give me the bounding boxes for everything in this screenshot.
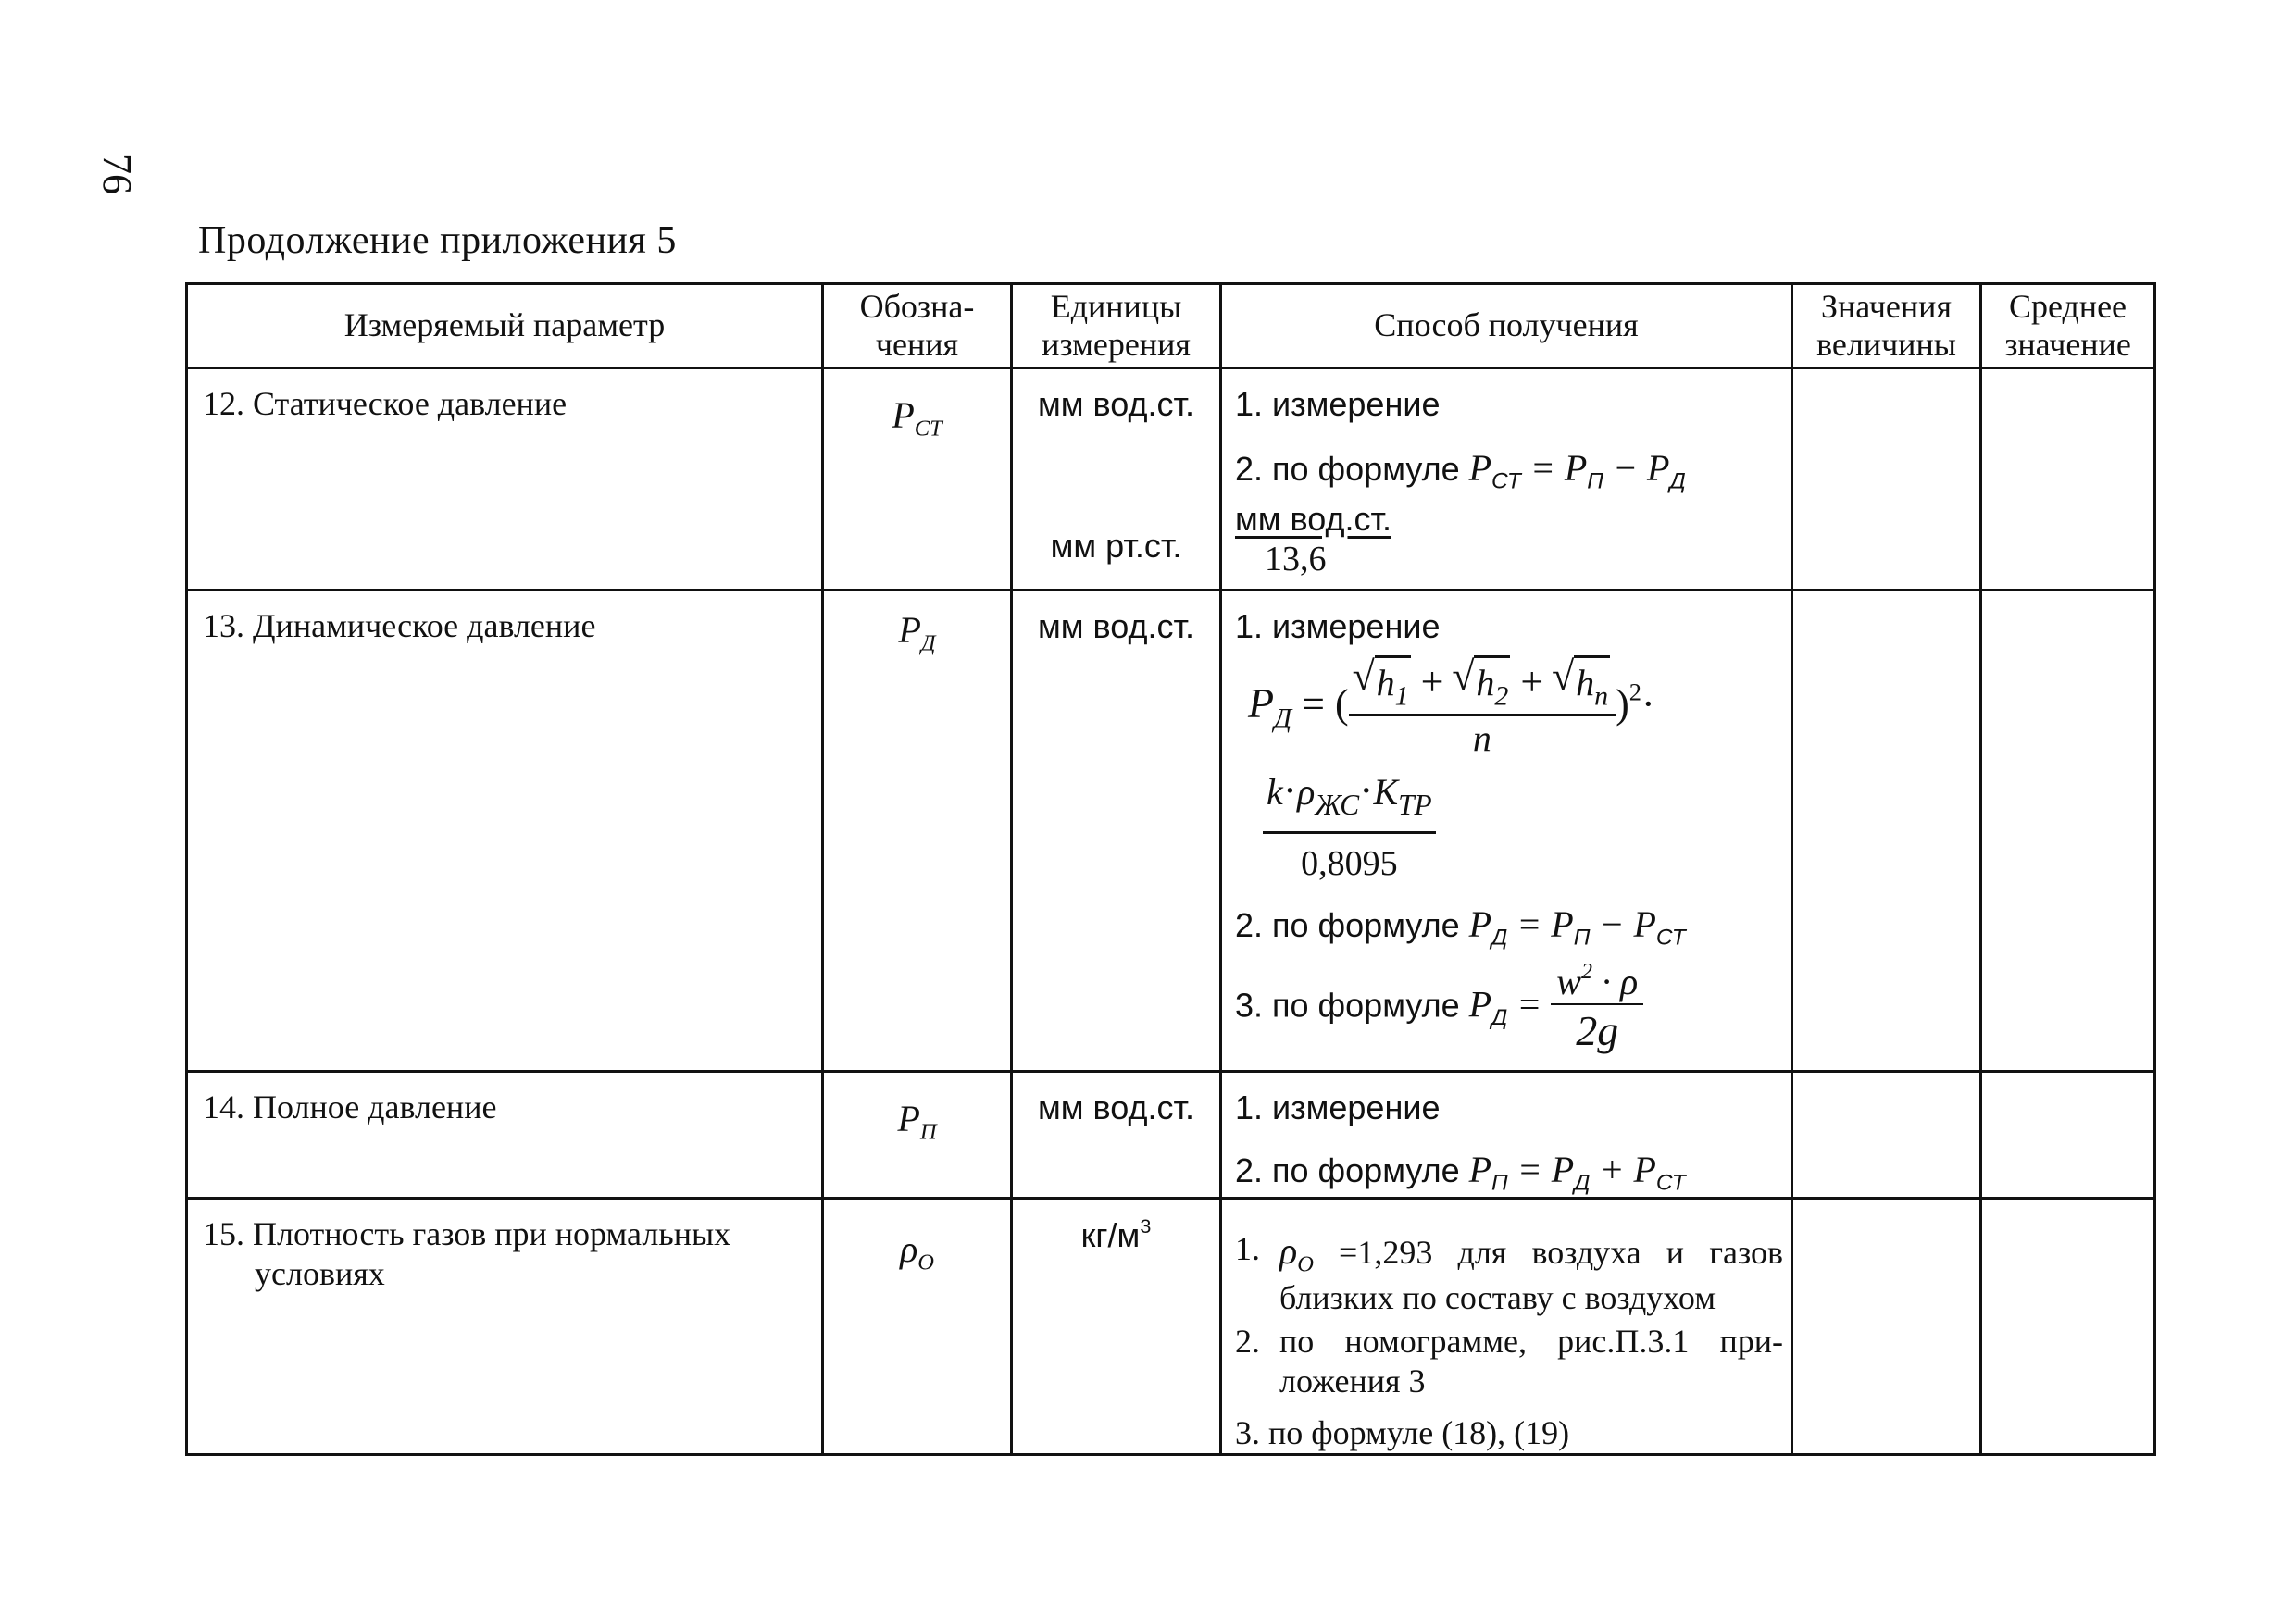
param-static-pressure: 12. Статическое давление [187, 368, 823, 591]
header-units: Единицы измерения [1012, 284, 1221, 368]
values-cell [1792, 1199, 1981, 1455]
method-cell: 1. измерение $P_Д$ = ( √ $\frac{h_1 + √ h_2 + √ h_n}{n}$ )$^2$· $\frac{k\cdot\rho_{ЖС}\cdot K_{ТР}}{0,8095}$ 2. по формуле $P_Д = P_П - P_{СТ}$ 3. по формуле $P_Д$ = $\frac{w^2 \cdot \rho}{2g}$ [1221, 591, 1792, 1072]
formula-dynamic-pressure: $P_Д$ = ( √ $\frac{h_1 + √ h_2 + √ h_n}{n}$ )$^2$· [1235, 646, 1783, 760]
unit-cell: мм вод.ст. [1012, 591, 1221, 1072]
method-cell: 1. измерение 2. по формуле $P_{СТ} = P_П - P_Д$ мм вод.ст. 13,6 [1221, 368, 1792, 591]
values-cell [1792, 1072, 1981, 1199]
conversion-factor: 13,6 [1265, 540, 1327, 579]
param-gas-density: 15. Плотность газов при нормальных условиях [187, 1199, 823, 1455]
unit-cell: $кг/м^3$ [1012, 1199, 1221, 1455]
conversion-unit: мм вод.ст. [1235, 500, 1391, 539]
symbol-cell: $\rho_О$ [823, 1199, 1012, 1455]
header-method: Способ получения [1221, 284, 1792, 368]
parameters-table [185, 282, 2156, 1456]
average-cell [1981, 1199, 2155, 1455]
values-cell [1792, 591, 1981, 1072]
unit-cell: мм вод.ст. [1012, 1072, 1221, 1199]
unit-cell: мм вод.ст. мм рт.ст. [1012, 368, 1221, 591]
method-cell: 1. $\rho_О =1,293$ для воздуха и газов близких по составу с воздухом 2. по номограмме, рис.П.3.1 при- ложения 3 3. по формуле (18), (19) [1221, 1199, 1792, 1455]
symbol-cell: $P_Д$ [823, 591, 1012, 1072]
param-total-pressure: 14. Полное давление [187, 1072, 823, 1199]
symbol-cell: $P_П$ [823, 1072, 1012, 1199]
document-heading: Продолжение приложения 5 [198, 219, 677, 262]
header-param: Измеряемый параметр [187, 284, 823, 368]
values-cell [1792, 368, 1981, 591]
table-row [187, 1072, 2155, 1199]
average-cell [1981, 1072, 2155, 1199]
table-header-row [187, 284, 2155, 368]
header-symbol: Обозна- чения [823, 284, 1012, 368]
method-cell: 1. измерение 2. по формуле $P_П = P_Д + P_{СТ}$ [1221, 1072, 1792, 1199]
table-row [187, 1199, 2155, 1455]
header-values: Значения величины [1792, 284, 1981, 368]
average-cell [1981, 368, 2155, 591]
table-row [187, 368, 2155, 591]
header-average: Среднее значение [1981, 284, 2155, 368]
param-dynamic-pressure: 13. Динамическое давление [187, 591, 823, 1072]
page-number: 76 [94, 154, 140, 194]
average-cell [1981, 591, 2155, 1072]
symbol-cell: $P_{СТ}$ [823, 368, 1012, 591]
table-row [187, 591, 2155, 1072]
formula-coefficient: $\frac{k\cdot\rho_{ЖС}\cdot K_{ТР}}{0,8095}$ [1235, 761, 1783, 886]
